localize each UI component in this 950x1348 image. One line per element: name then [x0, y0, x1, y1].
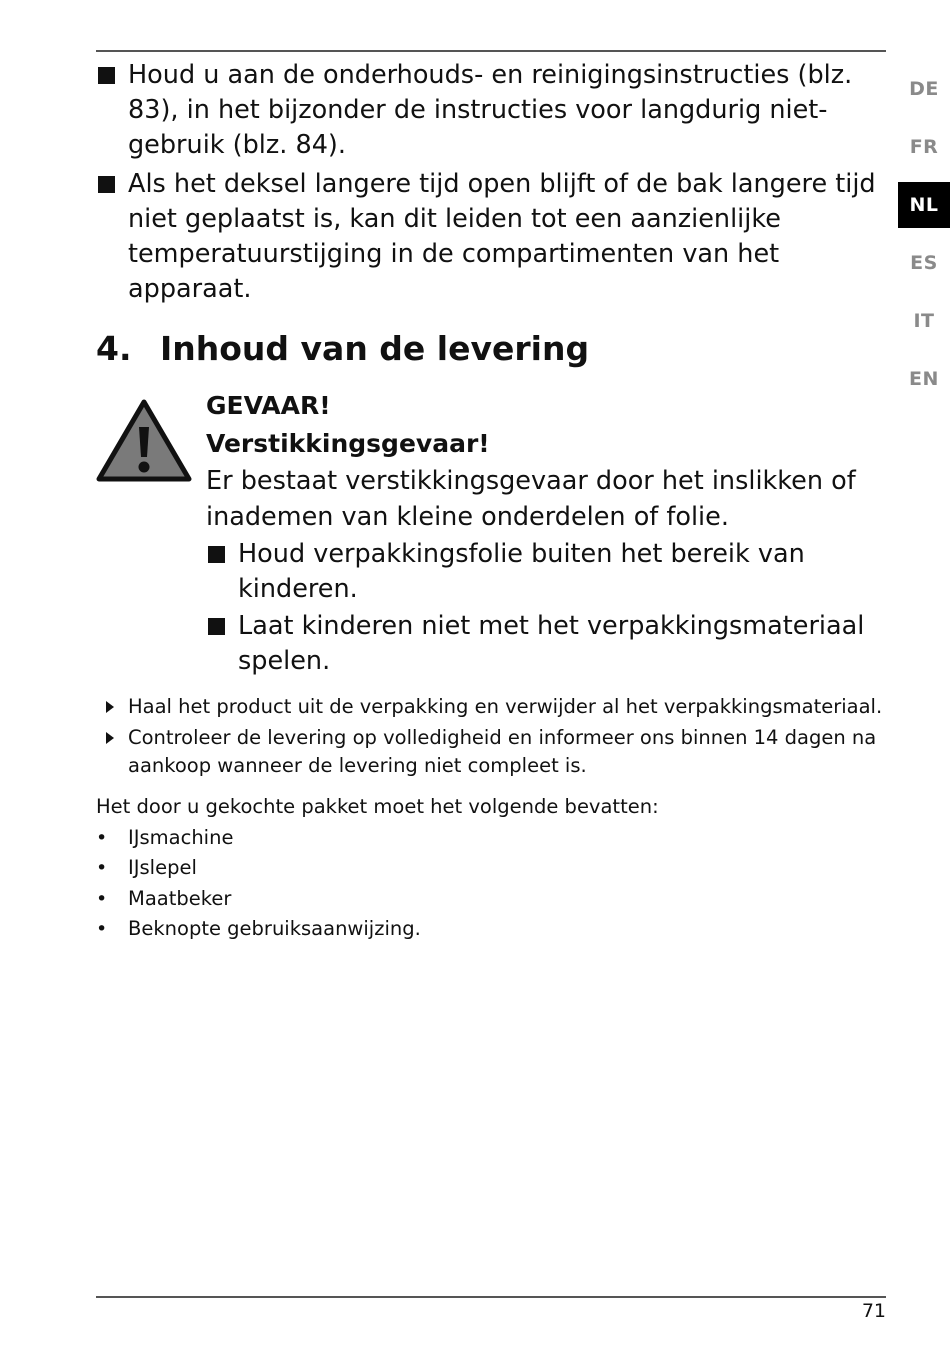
list-item [96, 58, 886, 163]
lang-tab-es[interactable]: ES [910, 252, 938, 274]
list-item [206, 537, 878, 607]
list-item [206, 609, 878, 679]
list-item-text: Houd verpakkingsfolie buiten het bereik van kinderen. [238, 539, 805, 604]
section-title: Inhoud van de levering [160, 329, 590, 368]
step-text: Controleer de levering op volledigheid en informeer ons binnen 14 dagen na aankoop wanneer de levering niet compleet is. [128, 725, 877, 777]
contents-intro: Het door u gekochte pakket moet het volgende bevatten: [96, 794, 659, 818]
page-number: 71 [861, 1300, 886, 1322]
dot-bullet-icon: • [96, 857, 108, 879]
square-bullet-icon [208, 618, 225, 635]
warning-text: Er bestaat verstikkingsgevaar door het inslikken of inademen van kleine onderdelen of folie. [206, 466, 856, 532]
bottom-rule [96, 1296, 886, 1298]
instruction-step [96, 724, 888, 781]
list-item-text: IJsmachine [128, 825, 234, 849]
list-item-text: Maatbeker [128, 886, 232, 910]
section-heading [96, 329, 886, 369]
list-item-text: Houd u aan de onderhouds- en reinigingsinstructies (blz. 83), in het bijzonder de instructies voor langdurig niet-gebruik (blz. 84). [128, 60, 853, 160]
warning-triangle-icon [96, 399, 192, 483]
instruction-steps [96, 693, 886, 781]
list-item-text: Als het deksel langere tijd open blijft of de bak langere tijd niet geplaatst is, kan dit leiden tot een aanzienlijke temperatuurstijging in de compartimenten van het apparaat. [128, 169, 876, 304]
dot-bullet-icon: • [96, 826, 108, 849]
arrow-right-icon [106, 732, 114, 744]
list-item-text: Beknopte gebruiksaanwijzing. [128, 917, 421, 940]
step-text: Haal het product uit de verpakking en verwijder al het verpakkingsmateriaal. [128, 695, 883, 718]
lang-tab-de[interactable]: DE [909, 78, 939, 100]
arrow-right-icon [106, 701, 114, 713]
lang-tab-it[interactable]: IT [913, 310, 935, 332]
warning-bullet-list [206, 537, 886, 679]
instruction-step [96, 693, 888, 722]
top-bullet-list [96, 58, 886, 307]
lang-tab-fr[interactable]: FR [909, 136, 939, 158]
list-item-text: IJslepel [128, 856, 197, 879]
top-rule [96, 50, 886, 52]
square-bullet-icon [208, 546, 225, 563]
list-item-text: Laat kinderen niet met het verpakkingsmateriaal spelen. [238, 611, 865, 676]
list-item [96, 823, 886, 854]
list-item [96, 853, 886, 884]
language-tabs [898, 66, 950, 414]
lang-tab-en[interactable]: EN [909, 368, 939, 390]
square-bullet-icon [98, 67, 115, 84]
contents-list [96, 823, 886, 945]
page-content [96, 58, 886, 945]
list-item [96, 167, 886, 307]
warning-title: GEVAAR! [206, 391, 331, 420]
lang-tab-nl[interactable]: NL [898, 182, 950, 228]
dot-bullet-icon: • [96, 887, 108, 910]
warning-block [96, 387, 886, 679]
section-number: 4. [96, 329, 132, 368]
dot-bullet-icon: • [96, 918, 108, 940]
warning-subtitle: Verstikkingsgevaar! [206, 429, 490, 458]
square-bullet-icon [98, 176, 115, 193]
list-item [96, 914, 886, 945]
list-item [96, 884, 886, 915]
